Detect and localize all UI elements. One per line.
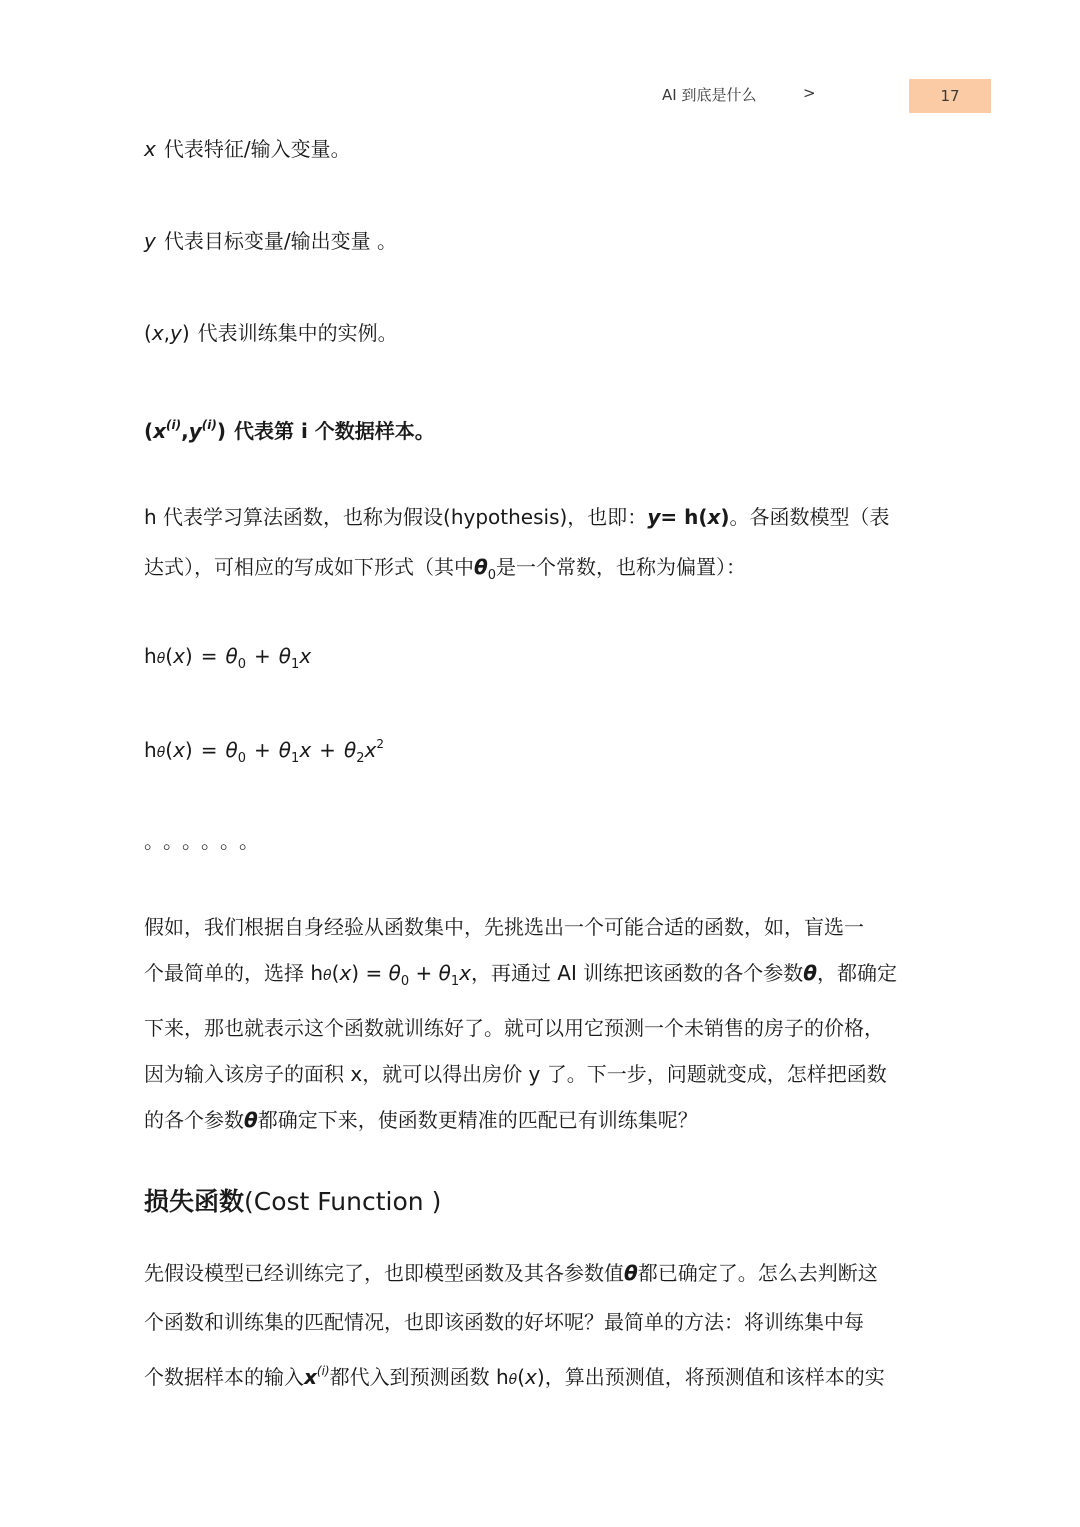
superscript-i: (i) xyxy=(316,1364,330,1378)
hypothesis-line-2 xyxy=(144,552,746,591)
definition-sample-text: 代表第 i 个数据样本。 xyxy=(234,419,435,443)
text: 都代入到预测函数 h xyxy=(329,1365,509,1389)
hypothesis-text: 是一个常数，也称为偏置）： xyxy=(496,555,747,579)
formula-quadratic xyxy=(144,729,384,774)
variable-x: x xyxy=(299,644,312,668)
theta-symbol: θ xyxy=(278,644,292,668)
text: 个最简单的，选择 h xyxy=(144,961,324,985)
theta-symbol: θ xyxy=(225,738,238,762)
definition-x-text: 代表特征/输入变量。 xyxy=(163,137,351,161)
variable-x: x xyxy=(707,505,721,529)
text: 都已确定了。怎么去判断这 xyxy=(637,1261,878,1285)
plus-sign: + xyxy=(409,961,439,985)
theta-subscript: θ xyxy=(156,745,166,761)
chevron-right-icon[interactable]: > xyxy=(803,84,816,102)
paragraph-line xyxy=(144,1347,944,1405)
text: 先假设模型已经训练完了，也即模型函数及其各参数值 xyxy=(144,1261,624,1285)
paren-open: ( xyxy=(165,644,174,668)
theta-symbol: θ xyxy=(388,961,401,985)
section-heading-cost-function xyxy=(144,1184,441,1220)
variable-x: x xyxy=(299,738,312,762)
variable-x: x xyxy=(173,738,185,762)
theta-subscript: θ xyxy=(156,651,166,667)
ellipsis: 。。。。。。 xyxy=(144,829,268,853)
paren-close: ) xyxy=(184,738,193,762)
h-symbol: h xyxy=(144,738,157,762)
definition-y xyxy=(144,226,397,256)
variable-x: x xyxy=(304,1365,317,1389)
paragraph-line: 假如，我们根据自身经验从函数集中，先挑选出一个可能合适的函数，如，盲选一 xyxy=(144,915,864,939)
text: 的各个参数 xyxy=(144,1108,244,1132)
hypothesis-line-1 xyxy=(144,502,890,532)
paren-close: ) xyxy=(181,321,190,345)
subscript: 1 xyxy=(291,751,300,766)
text: 个数据样本的输入 xyxy=(144,1365,304,1389)
variable-x: x xyxy=(173,644,185,668)
text: ，再通过 AI 训练把该函数的各个参数 xyxy=(470,961,804,985)
subscript: 1 xyxy=(291,657,300,672)
paren-close: ) xyxy=(720,505,730,529)
variable-x: x xyxy=(525,1365,537,1389)
variable-y: y xyxy=(647,505,661,529)
theta-symbol: θ xyxy=(225,644,238,668)
paragraph-line xyxy=(144,1249,944,1298)
subscript: 0 xyxy=(237,751,247,766)
theta-symbol: θ xyxy=(278,738,292,762)
text: ) = xyxy=(351,961,389,985)
comma: , xyxy=(181,419,189,443)
plus-sign: + xyxy=(254,738,271,762)
subscript: 0 xyxy=(487,568,497,583)
heading-text-english: (Cost Function ) xyxy=(244,1187,442,1216)
variable-y: y xyxy=(188,419,202,443)
variable-x: x xyxy=(144,137,156,161)
theta-symbol: θ xyxy=(474,555,488,579)
paren-open: ( xyxy=(165,738,174,762)
paren-open: ( xyxy=(331,961,340,985)
hypothesis-text: 。各函数模型（表 xyxy=(729,505,890,529)
hypothesis-text: 达式），可相应的写成如下形式（其中 xyxy=(144,555,474,579)
variable-x: x xyxy=(153,419,167,443)
paren-open: ( xyxy=(517,1365,526,1389)
plus-sign: + xyxy=(254,644,271,668)
theta-symbol: θ xyxy=(438,961,451,985)
heading-text: 损失函数 xyxy=(144,1187,245,1216)
definition-x xyxy=(144,134,351,164)
paragraph-line xyxy=(144,1097,944,1143)
superscript-i: (i) xyxy=(166,418,182,432)
superscript-i: (i) xyxy=(201,418,217,432)
paragraph-cost-function xyxy=(144,1249,944,1405)
variable-x: x xyxy=(364,738,377,762)
subscript: 2 xyxy=(356,751,365,766)
header-title: AI 到底是什么 xyxy=(662,86,757,104)
paragraph-line: 个函数和训练集的匹配情况，也即该函数的好坏呢？最简单的方法：将训练集中每 xyxy=(144,1310,864,1334)
theta-subscript: θ xyxy=(508,1372,518,1388)
formula-linear xyxy=(144,641,311,680)
subscript: 0 xyxy=(400,974,410,989)
theta-subscript: θ xyxy=(323,968,332,984)
text: )，算出预测值，将预测值和该样本的实 xyxy=(536,1365,885,1389)
variable-y: y xyxy=(170,321,182,345)
plus-sign: + xyxy=(319,738,336,762)
theta-symbol: θ xyxy=(624,1261,638,1285)
equals-sign: = xyxy=(200,738,218,762)
paren-close: ) xyxy=(184,644,193,668)
definition-y-text: 代表目标变量/输出变量 。 xyxy=(163,229,397,253)
subscript: 0 xyxy=(237,657,247,672)
theta-symbol: θ xyxy=(343,738,357,762)
h-symbol: h xyxy=(144,644,157,668)
subscript: 1 xyxy=(450,974,460,989)
paragraph-model-selection xyxy=(144,904,944,1143)
variable-x: x xyxy=(459,961,471,985)
theta-symbol: θ xyxy=(803,961,817,985)
hypothesis-text: h 代表学习算法函数，也称为假设(hypothesis)，也即： xyxy=(144,505,648,529)
theta-symbol: θ xyxy=(244,1108,258,1132)
paragraph-line xyxy=(144,950,944,1005)
variable-x: x xyxy=(151,321,164,345)
paren-close: ) xyxy=(216,419,227,443)
variable-y: y xyxy=(144,229,156,253)
definition-xy-text: 代表训练集中的实例。 xyxy=(197,321,398,345)
definition-xy xyxy=(144,318,398,348)
superscript: 2 xyxy=(376,737,384,751)
paragraph-line: 下来，那也就表示这个函数就训练好了。就可以用它预测一个未销售的房子的价格， xyxy=(144,1016,884,1040)
paren-open: ( xyxy=(144,419,154,443)
text: ，都确定 xyxy=(817,961,897,985)
definition-sample xyxy=(144,410,435,446)
equals-sign: = xyxy=(200,644,218,668)
text: 都确定下来，使函数更精准的匹配已有训练集呢？ xyxy=(257,1108,698,1132)
formula-text: = h( xyxy=(660,505,708,529)
paragraph-line: 因为输入该房子的面积 x，就可以得出房价 y 了。下一步，问题就变成，怎样把函数 xyxy=(144,1062,887,1086)
page-number-badge: 17 xyxy=(909,79,991,113)
comma: , xyxy=(163,321,171,345)
variable-x: x xyxy=(339,961,352,985)
paren-open: ( xyxy=(144,321,152,345)
